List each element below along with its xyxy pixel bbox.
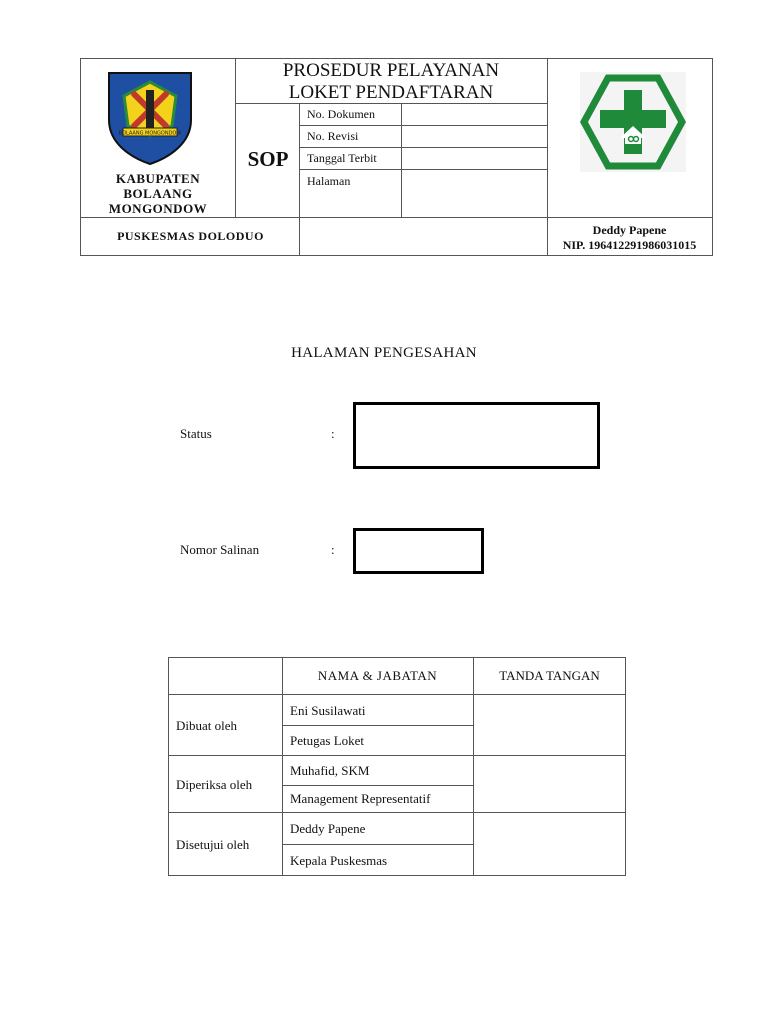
column-header-name: NAMA & JABATAN bbox=[317, 668, 438, 683]
role-checked-by: Diperiksa oleh bbox=[176, 777, 253, 792]
region-line: KABUPATEN bbox=[115, 171, 201, 186]
header-divider bbox=[299, 125, 547, 126]
document-title bbox=[236, 60, 546, 104]
header-divider bbox=[299, 147, 547, 148]
puskesmas-cross-logo bbox=[580, 72, 686, 172]
table-divider bbox=[282, 844, 473, 845]
table-divider bbox=[168, 755, 626, 756]
table-divider bbox=[473, 657, 474, 876]
role-approved-by: Disetujui oleh bbox=[176, 837, 250, 852]
copy-number-colon: : bbox=[331, 542, 335, 557]
status-box bbox=[353, 402, 600, 469]
table-divider bbox=[168, 694, 626, 695]
header-divider bbox=[299, 169, 547, 170]
region-line: MONGONDOW bbox=[108, 201, 208, 216]
logo-banner-text: BOLAANG MONGONDOW bbox=[118, 130, 182, 137]
signer-block bbox=[548, 223, 711, 253]
meta-label: Tanggal Terbit bbox=[307, 151, 377, 165]
approver-position: Management Representatif bbox=[290, 791, 431, 806]
regency-emblem-logo bbox=[106, 70, 194, 166]
meta-label: No. Revisi bbox=[307, 129, 359, 143]
meta-label: No. Dokumen bbox=[307, 107, 375, 121]
approver-name: Eni Susilawati bbox=[290, 703, 366, 718]
approver-position: Petugas Loket bbox=[290, 733, 365, 748]
title-line: LOKET PENDAFTARAN bbox=[288, 82, 494, 103]
region-line: BOLAANG bbox=[123, 186, 193, 201]
table-divider bbox=[282, 725, 473, 726]
signer-name: Deddy Papene bbox=[592, 223, 667, 237]
sop-label: SOP bbox=[247, 147, 289, 171]
approver-position: Kepala Puskesmas bbox=[290, 853, 388, 868]
approver-name: Deddy Papene bbox=[290, 821, 366, 836]
title-line: PROSEDUR PELAYANAN bbox=[282, 60, 500, 81]
page-title: HALAMAN PENGESAHAN bbox=[291, 345, 477, 361]
header-divider bbox=[401, 103, 402, 217]
role-created-by: Dibuat oleh bbox=[176, 718, 238, 733]
region-name bbox=[82, 171, 234, 216]
status-colon: : bbox=[331, 426, 335, 441]
approver-name: Muhafid, SKM bbox=[290, 763, 370, 778]
copy-number-box bbox=[353, 528, 484, 574]
signer-nip: NIP. 196412291986031015 bbox=[562, 238, 697, 252]
table-divider bbox=[168, 812, 626, 813]
column-header-signature: TANDA TANGAN bbox=[499, 668, 600, 683]
facility-name: PUSKESMAS DOLODUO bbox=[117, 229, 264, 243]
status-label: Status bbox=[180, 426, 212, 441]
table-divider bbox=[282, 785, 473, 786]
copy-number-label: Nomor Salinan bbox=[180, 542, 260, 557]
meta-label: Halaman bbox=[307, 174, 351, 188]
header-divider bbox=[80, 217, 713, 218]
